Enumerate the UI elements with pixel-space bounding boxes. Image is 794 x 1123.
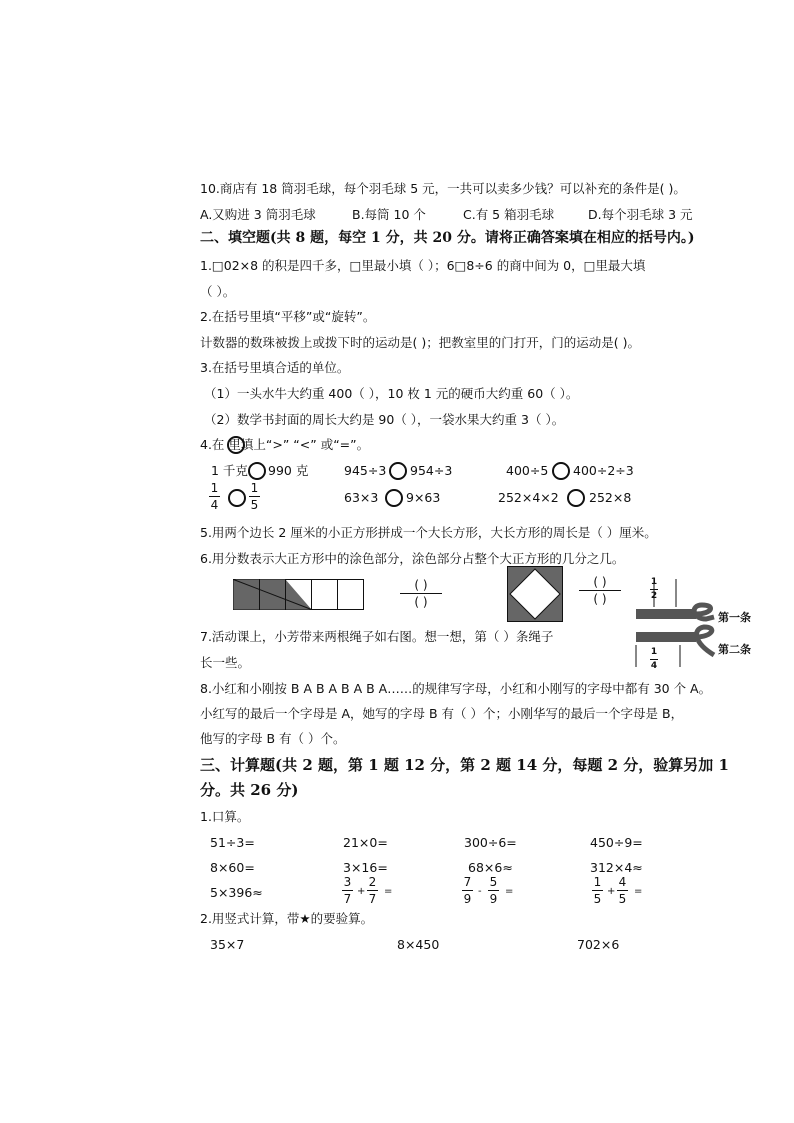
q10-option-b: B.每筒 10 个 bbox=[352, 207, 426, 222]
rope-label-second: 第二条 bbox=[718, 643, 751, 656]
s2-q2-body: 计数器的数珠被拨上或拨下时的运动是( )；把教室里的门打开，门的运动是( )。 bbox=[200, 335, 640, 350]
numerator: 4 bbox=[618, 875, 627, 889]
numerator: 1 bbox=[650, 647, 658, 657]
q4-r2-left3: 252×4×2 bbox=[498, 490, 559, 505]
shaded-strip-figure bbox=[233, 579, 365, 611]
fraction-answer-blank[interactable] bbox=[579, 575, 621, 606]
s2-q4: 4.在 里填上“>” “<” 或“=”。 bbox=[200, 437, 370, 452]
s3-q2: 2.用竖式计算，带★的要验算。 bbox=[200, 911, 374, 926]
equals: = bbox=[505, 886, 514, 897]
numerator: 2 bbox=[368, 875, 377, 889]
section3-title-line2: 分。共 26 分) bbox=[200, 781, 299, 799]
q4-r1-right3: 400÷2÷3 bbox=[573, 463, 634, 478]
denominator: 5 bbox=[593, 892, 602, 906]
calc-item: 450÷9= bbox=[590, 835, 643, 850]
q10-option-c: C.有 5 箱羽毛球 bbox=[463, 207, 555, 222]
fraction bbox=[367, 876, 378, 905]
denominator: 7 bbox=[343, 892, 352, 906]
calc-item: 5×396≈ bbox=[210, 885, 263, 900]
numerator: 1 bbox=[250, 481, 259, 495]
numerator-blank: ( ) bbox=[593, 575, 607, 589]
numerator: 3 bbox=[343, 875, 352, 889]
calc-item: 312×4≈ bbox=[590, 860, 643, 875]
rope-fraction-bottom bbox=[650, 648, 658, 671]
s2-q1-line2: （ ）。 bbox=[200, 284, 236, 299]
fraction bbox=[249, 482, 260, 511]
s2-q1-line1: 1.□02×8 的积是四千多，□里最小填（ ）；6□8÷6 的商中间为 0，□里最大填 bbox=[200, 258, 646, 273]
q4-r1-right: 990 克 bbox=[268, 463, 309, 478]
fraction bbox=[342, 876, 353, 905]
calc-item: 8×60= bbox=[210, 860, 255, 875]
calc-item: 21×0= bbox=[343, 835, 388, 850]
fraction bbox=[209, 482, 220, 511]
operator: - bbox=[478, 886, 482, 897]
compare-circle bbox=[385, 489, 403, 507]
denominator: 9 bbox=[489, 892, 498, 906]
s2-q6: 6.用分数表示大正方形中的涂色部分，涂色部分占整个大正方形的几分之几。 bbox=[200, 551, 625, 566]
compare-circle bbox=[567, 489, 585, 507]
calc-item: 51÷3= bbox=[210, 835, 255, 850]
numerator: 1 bbox=[593, 875, 602, 889]
fraction bbox=[617, 876, 628, 905]
denominator-blank: ( ) bbox=[593, 592, 607, 606]
s2-q3-part2: （2）数学书封面的周长大约是 90（ ），一袋水果大约重 3（ ）。 bbox=[204, 412, 565, 427]
fraction bbox=[592, 876, 603, 905]
s2-q8-line1: 8.小红和小刚按 B A B A B A B A……的规律写字母，小红和小刚写的字母中都有 30 个 A。 bbox=[200, 681, 712, 696]
rope-fraction-top bbox=[650, 578, 658, 601]
s2-q3: 3.在括号里填合适的单位。 bbox=[200, 360, 350, 375]
vertical-calc-item: 8×450 bbox=[397, 937, 440, 952]
q4-r1-right2: 954÷3 bbox=[410, 463, 453, 478]
denominator: 5 bbox=[250, 498, 259, 512]
s2-q7-line1: 7.活动课上，小芳带来两根绳子如右图。想一想，第（ ）条绳子 bbox=[200, 629, 554, 644]
q4-r2-right3: 252×8 bbox=[589, 490, 632, 505]
q4-r1-left: 1 千克 bbox=[211, 463, 248, 478]
s2-q5: 5.用两个边长 2 厘米的小正方形拼成一个大长方形，大长方形的周长是（ ）厘米。 bbox=[200, 525, 657, 540]
numerator: 5 bbox=[489, 875, 498, 889]
s2-q8-line3: 他写的字母 B 有（ ）个。 bbox=[200, 731, 346, 746]
denominator-blank: ( ) bbox=[414, 595, 428, 609]
shaded-square-figure bbox=[507, 566, 563, 622]
compare-circle bbox=[228, 489, 246, 507]
numerator-blank: ( ) bbox=[414, 578, 428, 592]
s2-q2: 2.在括号里填“平移”或“旋转”。 bbox=[200, 309, 376, 324]
q4-r2-left2: 63×3 bbox=[344, 490, 379, 505]
fraction bbox=[488, 876, 499, 905]
q4-r1-left3: 400÷5 bbox=[506, 463, 549, 478]
numerator: 1 bbox=[210, 481, 219, 495]
s2-q3-part1: （1）一头水牛大约重 400（ ），10 枚 1 元的硬币大约重 60（ ）。 bbox=[204, 386, 579, 401]
numerator: 1 bbox=[650, 577, 658, 587]
calc-item: 300÷6= bbox=[464, 835, 517, 850]
section3-title-line1: 三、计算题(共 2 题，第 1 题 12 分，第 2 题 14 分，每题 2 分，验算另加 1 bbox=[200, 756, 729, 774]
q10-option-a: A.又购进 3 筒羽毛球 bbox=[200, 207, 316, 222]
vertical-calc-item: 35×7 bbox=[210, 937, 245, 952]
s3-q1: 1.口算。 bbox=[200, 809, 250, 824]
rope-label-first: 第一条 bbox=[718, 611, 751, 624]
equals: = bbox=[384, 886, 393, 897]
operator: + bbox=[357, 886, 366, 897]
compare-circle bbox=[248, 462, 266, 480]
denominator: 7 bbox=[368, 892, 377, 906]
s2-q8-line2: 小红写的最后一个字母是 A，她写的字母 B 有（ ）个；小刚华写的最后一个字母是 B， bbox=[200, 706, 684, 721]
s2-q7-line2: 长一些。 bbox=[200, 655, 251, 670]
q4-r1-left2: 945÷3 bbox=[344, 463, 387, 478]
q4-r2-right2: 9×63 bbox=[406, 490, 441, 505]
denominator: 4 bbox=[210, 498, 219, 512]
section2-title: 二、填空题(共 8 题，每空 1 分，共 20 分。请将正确答案填在相应的括号内。) bbox=[200, 230, 695, 246]
operator: + bbox=[607, 886, 616, 897]
denominator: 9 bbox=[463, 892, 472, 906]
denominator: 5 bbox=[618, 892, 627, 906]
denominator: 2 bbox=[650, 591, 658, 601]
vertical-calc-item: 702×6 bbox=[577, 937, 620, 952]
answer-circle-icon bbox=[227, 436, 245, 454]
calc-item: 3×16= bbox=[343, 860, 388, 875]
fraction-answer-blank[interactable] bbox=[400, 578, 442, 609]
equals: = bbox=[634, 886, 643, 897]
numerator: 7 bbox=[463, 875, 472, 889]
denominator: 4 bbox=[650, 661, 658, 671]
calc-item: 68×6≈ bbox=[468, 860, 513, 875]
fraction bbox=[462, 876, 473, 905]
compare-circle bbox=[552, 462, 570, 480]
q10-text: 10.商店有 18 筒羽毛球，每个羽毛球 5 元，一共可以卖多少钱？可以补充的条件是( )。 bbox=[200, 181, 686, 196]
compare-circle bbox=[389, 462, 407, 480]
q10-option-d: D.每个羽毛球 3 元 bbox=[588, 207, 693, 222]
